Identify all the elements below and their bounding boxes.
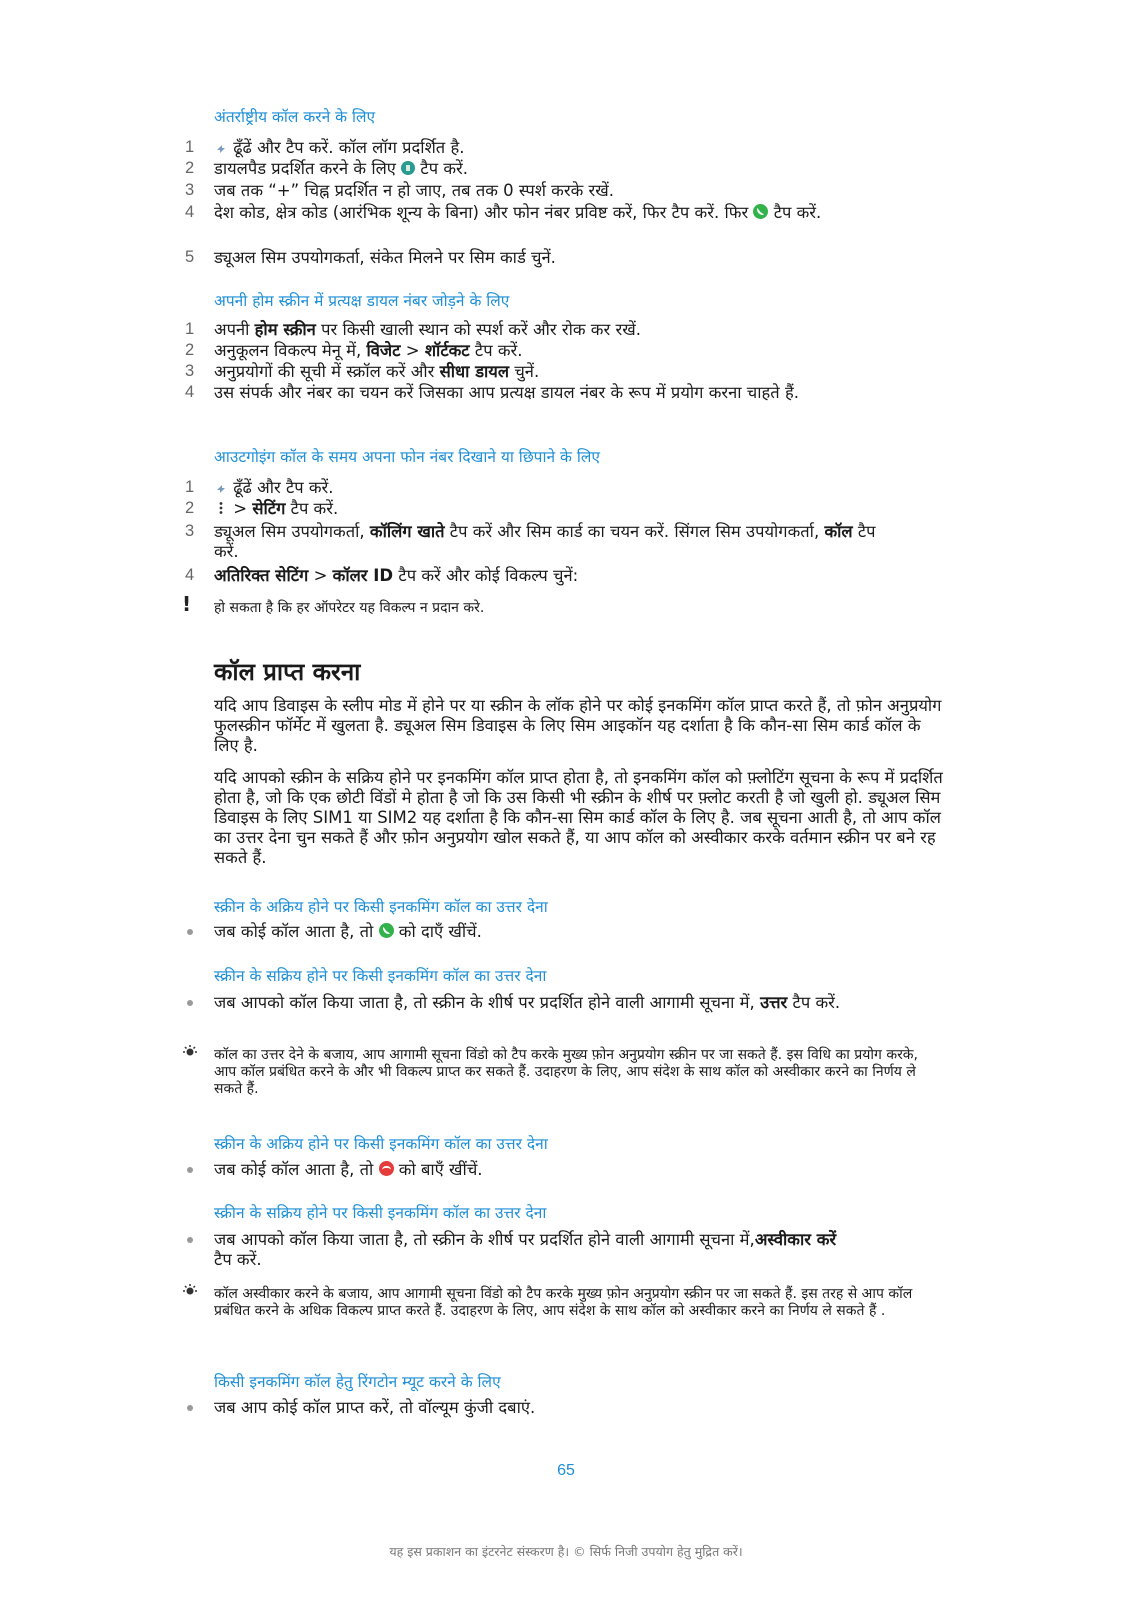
separator: > <box>405 341 420 360</box>
subsection-title: स्क्रीन के सक्रिय होने पर किसी इनकमिंग कॉल का उत्तर देना <box>214 967 547 985</box>
bold-term: कॉल <box>824 522 853 541</box>
bold-term: कॉलिंग खाते <box>369 522 445 541</box>
step-text: ड्यूअल सिम उपयोगकर्ता, <box>214 522 365 541</box>
step-text: चुनें. <box>514 362 540 381</box>
bold-term: सीधा डायल <box>439 362 510 381</box>
step-text: टैप करें. <box>792 993 841 1012</box>
decline-call-icon <box>379 1161 394 1176</box>
section-title-international-call: अंतर्राष्ट्रीय कॉल करने के लिए <box>214 108 376 126</box>
step-number: 2 <box>185 159 195 177</box>
answer-call-icon <box>379 923 394 938</box>
tip-note: कॉल अस्वीकार करने के बजाय, आप आगामी सूचना विंडो को टैप करके मुख्य फ़ोन अनुप्रयोग स्क्रीन पर जा सकते हैं. इस तरह से आप कॉल प्रबंधित करने के अधिक विकल्प प्राप्त करते हैं. उदाहरण के लिए, आप संदेश के साथ कॉल को अस्वीकार करने का निर्णय ले सकते हैं . <box>214 1286 913 1319</box>
bold-term: विजेट <box>366 341 401 360</box>
bold-term: अतिरिक्त सेटिंग <box>214 566 309 585</box>
call-log-icon <box>214 480 228 494</box>
list-item <box>185 248 945 268</box>
list-item <box>185 478 945 498</box>
bold-term: होम स्क्रीन <box>254 320 316 339</box>
warning-icon: ! <box>182 592 192 616</box>
bold-term: शॉर्टकट <box>424 341 470 360</box>
step-text: देश कोड, क्षेत्र कोड (आरंभिक शून्य के बिना) और फोन नंबर प्रविष्ट करें, फिर टैप करें. फिर <box>214 203 749 222</box>
step-text: पर किसी खाली स्थान को स्पर्श करें और रोक कर रखें. <box>321 320 641 339</box>
bullet-dot <box>187 929 193 935</box>
bullet-dot <box>187 1405 193 1411</box>
step-number: 1 <box>185 138 195 156</box>
list-item <box>187 1398 947 1418</box>
list-item <box>185 320 945 340</box>
bullet-dot <box>187 1000 193 1006</box>
list-item <box>185 566 945 586</box>
step-text: ड्यूअल सिम उपयोगकर्ता, संकेत मिलने पर सिम कार्ड चुनें. <box>214 248 556 267</box>
bullet-dot <box>187 1167 193 1173</box>
list-item <box>185 362 945 382</box>
step-text: डायलपैड प्रदर्शित करने के लिए <box>214 159 396 178</box>
subsection-title: स्क्रीन के सक्रिय होने पर किसी इनकमिंग कॉल का उत्तर देना <box>214 1204 547 1222</box>
tip-icon <box>180 1044 200 1062</box>
list-item <box>185 383 945 403</box>
more-options-icon <box>214 501 228 515</box>
bold-term: उत्तर <box>760 993 788 1012</box>
list-item <box>185 138 945 158</box>
step-number: 4 <box>185 566 195 584</box>
bold-term: कॉलर ID <box>332 566 394 585</box>
list-item <box>187 922 947 942</box>
step-text: अपनी <box>214 320 250 339</box>
list-item <box>185 499 945 519</box>
section-title-direct-dial: अपनी होम स्क्रीन में प्रत्यक्ष डायल नंबर जोड़ने के लिए <box>214 292 510 310</box>
call-log-icon <box>214 140 228 154</box>
list-item <box>185 341 945 361</box>
step-text: अनुप्रयोगों की सूची में स्क्रॉल करें और <box>214 362 435 381</box>
list-item <box>185 522 945 561</box>
section-heading: कॉल प्राप्त करना <box>214 658 361 686</box>
step-text: टैप करें. <box>290 499 339 518</box>
step-text: टैप करें और सिम कार्ड का चयन करें. सिंगल सिम उपयोगकर्ता, <box>449 522 820 541</box>
step-number: 2 <box>185 499 195 517</box>
step-number: 5 <box>185 248 195 266</box>
warning-note: हो सकता है कि हर ऑपरेटर यह विकल्प न प्रदान करे. <box>214 600 485 616</box>
list-item <box>185 181 945 201</box>
step-text: जब आपको कॉल किया जाता है, तो स्क्रीन के शीर्ष पर प्रदर्शित होने वाली आगामी सूचना में, <box>214 993 755 1012</box>
step-number: 4 <box>185 203 195 221</box>
step-number: 3 <box>185 362 195 380</box>
step-number: 3 <box>185 181 195 199</box>
step-text: टैप करें. <box>420 159 469 178</box>
step-number: 2 <box>185 341 195 359</box>
tip-icon <box>180 1283 200 1301</box>
subsection-title: स्क्रीन के अक्रिय होने पर किसी इनकमिंग कॉल का उत्तर देना <box>214 1135 548 1153</box>
step-text: टैप करें और कोई विकल्प चुनें: <box>398 566 579 585</box>
step-text: ढूँढें और टैप करें. कॉल लॉग प्रदर्शित है. <box>233 138 465 157</box>
separator: > <box>233 499 248 518</box>
step-text: टैप करें. <box>214 522 876 561</box>
paragraph: यदि आपको स्क्रीन के सक्रिय होने पर इनकमिंग कॉल प्राप्त होता है, तो इनकमिंग कॉल को फ़्लोटिंग सूचना के रूप में प्रदर्शित होता है, जो कि एक छोटी विंडों मे होता है जो कि उस किसी भी स्क्रीन के शीर्ष पर फ़्लोट करती है जो खुली हो. ड्यूअल सिम डिवाइस के लिए SIM1 या SIM2 यह दर्शाता है कि कौन-सा सिम कार्ड कॉल के लिए है. जब सूचना आती है, तो आप कॉल का उत्तर देना चुन सकते हैं और फ़ोन अनुप्रयोग खोल सकते हैं, या आप कॉल को अस्वीकार करके वर्तमान स्क्रीन पर बने रह सकते हैं. <box>214 768 943 867</box>
step-number: 3 <box>185 522 195 540</box>
step-text: टैप करें. <box>773 203 822 222</box>
step-number: 4 <box>185 383 195 401</box>
step-text: जब आप कोई कॉल प्राप्त करें, तो वॉल्यूम कुंजी दबाएं. <box>214 1398 536 1417</box>
step-text: जब कोई कॉल आता है, तो <box>214 1160 374 1179</box>
call-icon <box>753 204 768 219</box>
page-number: 65 <box>557 1462 575 1479</box>
step-number: 1 <box>185 478 195 496</box>
step-text: जब आपको कॉल किया जाता है, तो स्क्रीन के शीर्ष पर प्रदर्शित होने वाली आगामी सूचना में, <box>214 1230 755 1249</box>
step-text: टैप करें. <box>474 341 523 360</box>
step-number: 1 <box>185 320 195 338</box>
list-item <box>187 1160 947 1180</box>
tip-note: कॉल का उत्तर देने के बजाय, आप आगामी सूचना विंडो को टैप करके मुख्य फ़ोन अनुप्रयोग स्क्रीन पर जा सकते हैं. इस विधि का प्रयोग करके, आप कॉल प्रबंधित करने के और भी विकल्प प्राप्त कर सकते हैं. उदाहरण के लिए, आप संदेश के साथ कॉल को अस्वीकार करने का निर्णय ले सकते हैं. <box>214 1047 919 1097</box>
step-text: टैप करें. <box>214 1249 262 1269</box>
bold-term: सेटिंग <box>252 499 286 518</box>
dialpad-icon <box>401 161 415 175</box>
bold-term: अस्वीकार करें <box>754 1230 837 1249</box>
step-text: को बाएँ खींचें. <box>398 1160 483 1179</box>
step-text: ढूँढें और टैप करें. <box>233 478 334 497</box>
subsection-title: किसी इनकमिंग कॉल हेतु रिंगटोन म्यूट करने के लिए <box>214 1373 501 1391</box>
step-text: जब तक “+” चिह्न प्रदर्शित न हो जाए, तब तक 0 स्पर्श करके रखें. <box>214 181 614 200</box>
separator: > <box>313 566 328 585</box>
paragraph: यदि आप डिवाइस के स्लीप मोड में होने पर या स्क्रीन के लॉक होने पर कोई इनकमिंग कॉल प्राप्त करते हैं, तो फ़ोन अनुप्रयोग फुलस्क्रीन फॉर्मेट में खुलता है. ड्यूअल सिम डिवाइस के लिए सिम आइकॉन यह दर्शाता है कि कौन-सा सिम कार्ड कॉल के लिए है. <box>214 696 942 755</box>
step-text: जब कोई कॉल आता है, तो <box>214 922 374 941</box>
list-item <box>187 993 947 1013</box>
section-title-caller-id: आउटगोइंग कॉल के समय अपना फोन नंबर दिखाने या छिपाने के लिए <box>214 448 600 466</box>
list-item <box>185 203 945 223</box>
list-item <box>187 1230 947 1269</box>
bullet-dot <box>187 1237 193 1243</box>
page-footer: यह इस प्रकाशन का इंटरनेट संस्करण है। © सिर्फ निजी उपयोग हेतु मुद्रित करें। <box>389 1544 743 1559</box>
list-item <box>185 159 945 179</box>
step-text: उस संपर्क और नंबर का चयन करें जिसका आप प्रत्यक्ष डायल नंबर के रूप में प्रयोग करना चाहते हैं. <box>214 383 799 402</box>
subsection-title: स्क्रीन के अक्रिय होने पर किसी इनकमिंग कॉल का उत्तर देना <box>214 898 548 916</box>
step-text: अनुकूलन विकल्प मेनू में, <box>214 341 362 360</box>
step-text: को दाएँ खींचें. <box>398 922 482 941</box>
